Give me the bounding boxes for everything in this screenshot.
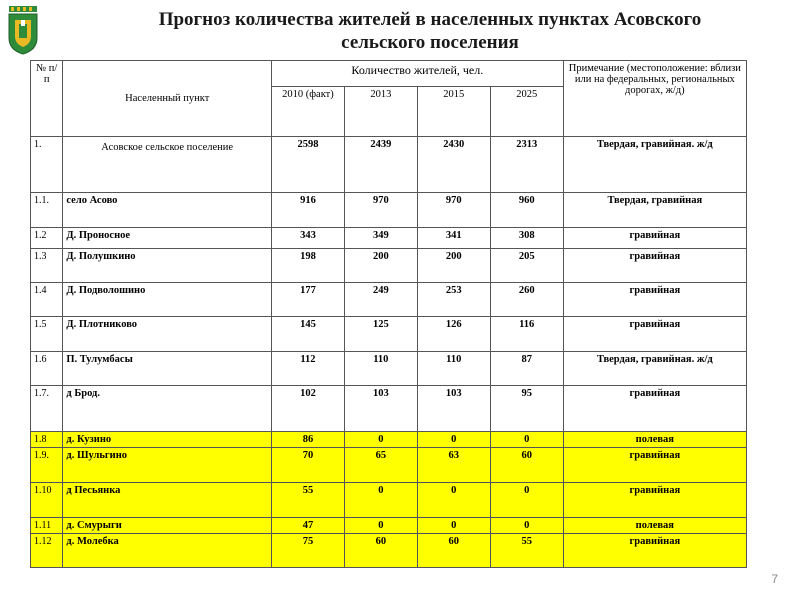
row-value-2025: 205 bbox=[490, 249, 563, 283]
page-title bbox=[60, 8, 800, 54]
page-title-line2: сельского поселения bbox=[341, 32, 519, 53]
row-value-2025: 116 bbox=[490, 317, 563, 352]
row-value-2013: 249 bbox=[344, 283, 417, 317]
table-row bbox=[31, 518, 747, 534]
row-value-2015: 0 bbox=[417, 432, 490, 448]
row-value-2015: 0 bbox=[417, 483, 490, 518]
row-value-2025: 87 bbox=[490, 352, 563, 386]
table-row bbox=[31, 448, 747, 483]
row-note: Твердая, гравийная. ж/д bbox=[563, 352, 746, 386]
coat-of-arms-icon bbox=[6, 4, 40, 56]
row-settlement: д. Кузино bbox=[63, 432, 272, 448]
row-value-2010: 86 bbox=[272, 432, 345, 448]
header-population: Количество жителей, чел. bbox=[272, 61, 564, 87]
row-value-2013: 110 bbox=[344, 352, 417, 386]
header-settlement: Населенный пункт bbox=[63, 61, 272, 137]
table-row bbox=[31, 228, 747, 249]
row-num: 1.5 bbox=[31, 317, 63, 352]
table-row bbox=[31, 352, 747, 386]
row-value-2013: 349 bbox=[344, 228, 417, 249]
table-row bbox=[31, 283, 747, 317]
row-num: 1.3 bbox=[31, 249, 63, 283]
row-num: 1.7. bbox=[31, 386, 63, 432]
row-value-2015: 63 bbox=[417, 448, 490, 483]
table-row bbox=[31, 534, 747, 568]
row-num: 1.10 bbox=[31, 483, 63, 518]
row-settlement: Д. Подволошино bbox=[63, 283, 272, 317]
row-settlement: Асовское сельское поселение bbox=[63, 137, 272, 193]
row-value-2015: 0 bbox=[417, 518, 490, 534]
row-settlement: д. Смуpыги bbox=[63, 518, 272, 534]
row-note: гравийная bbox=[563, 448, 746, 483]
row-value-2025: 60 bbox=[490, 448, 563, 483]
row-value-2013: 0 bbox=[344, 432, 417, 448]
row-value-2013: 125 bbox=[344, 317, 417, 352]
row-value-2015: 2430 bbox=[417, 137, 490, 193]
row-settlement: село Асово bbox=[63, 193, 272, 228]
row-num: 1.4 bbox=[31, 283, 63, 317]
row-value-2025: 308 bbox=[490, 228, 563, 249]
table-row bbox=[31, 483, 747, 518]
row-value-2010: 75 bbox=[272, 534, 345, 568]
header-year-2013: 2013 bbox=[344, 87, 417, 137]
row-note: гравийная bbox=[563, 283, 746, 317]
row-value-2025: 0 bbox=[490, 432, 563, 448]
row-note: Твердая, гравийная bbox=[563, 193, 746, 228]
row-note: полевая bbox=[563, 518, 746, 534]
table-row bbox=[31, 386, 747, 432]
row-note: гравийная bbox=[563, 534, 746, 568]
row-note: полевая bbox=[563, 432, 746, 448]
row-value-2025: 0 bbox=[490, 483, 563, 518]
row-num: 1.9. bbox=[31, 448, 63, 483]
row-settlement: д. Молебка bbox=[63, 534, 272, 568]
row-value-2010: 70 bbox=[272, 448, 345, 483]
row-value-2010: 112 bbox=[272, 352, 345, 386]
row-settlement: д Песьянка bbox=[63, 483, 272, 518]
row-value-2025: 55 bbox=[490, 534, 563, 568]
row-num: 1. bbox=[31, 137, 63, 193]
row-num: 1.1. bbox=[31, 193, 63, 228]
row-value-2015: 200 bbox=[417, 249, 490, 283]
row-value-2010: 55 bbox=[272, 483, 345, 518]
page-title-line1: Прогноз количества жителей в населенных пунктах Асовского bbox=[158, 9, 702, 30]
row-value-2015: 253 bbox=[417, 283, 490, 317]
row-value-2013: 2439 bbox=[344, 137, 417, 193]
row-settlement: Д. Полушкино bbox=[63, 249, 272, 283]
table-row bbox=[31, 137, 747, 193]
row-value-2015: 60 bbox=[417, 534, 490, 568]
row-settlement: Д. Плотниково bbox=[63, 317, 272, 352]
row-num: 1.8 bbox=[31, 432, 63, 448]
page-number: 7 bbox=[771, 572, 778, 586]
header-year-2025: 2025 bbox=[490, 87, 563, 137]
row-value-2013: 65 bbox=[344, 448, 417, 483]
header-num: № п/п bbox=[31, 61, 63, 137]
header-year-2015: 2015 bbox=[417, 87, 490, 137]
row-value-2010: 916 bbox=[272, 193, 345, 228]
row-value-2010: 102 bbox=[272, 386, 345, 432]
row-num: 1.2 bbox=[31, 228, 63, 249]
row-value-2015: 103 bbox=[417, 386, 490, 432]
table-row bbox=[31, 317, 747, 352]
row-note: Твердая, гравийная. ж/д bbox=[563, 137, 746, 193]
table-row bbox=[31, 193, 747, 228]
row-note: гравийная bbox=[563, 386, 746, 432]
row-value-2013: 970 bbox=[344, 193, 417, 228]
row-value-2013: 0 bbox=[344, 518, 417, 534]
population-table bbox=[30, 60, 747, 568]
row-value-2013: 200 bbox=[344, 249, 417, 283]
header-note: Примечание (местоположение: вблизи или на федеральных, региональных дорогах, ж/д) bbox=[563, 61, 746, 137]
row-value-2010: 2598 bbox=[272, 137, 345, 193]
row-value-2025: 95 bbox=[490, 386, 563, 432]
row-value-2010: 343 bbox=[272, 228, 345, 249]
row-value-2015: 970 bbox=[417, 193, 490, 228]
row-value-2015: 126 bbox=[417, 317, 490, 352]
row-value-2025: 260 bbox=[490, 283, 563, 317]
row-value-2010: 177 bbox=[272, 283, 345, 317]
row-settlement: д Брод. bbox=[63, 386, 272, 432]
row-settlement: Д. Проносное bbox=[63, 228, 272, 249]
row-note: гравийная bbox=[563, 249, 746, 283]
header-year-2010: 2010 (факт) bbox=[272, 87, 345, 137]
row-value-2013: 60 bbox=[344, 534, 417, 568]
row-note: гравийная bbox=[563, 317, 746, 352]
row-num: 1.12 bbox=[31, 534, 63, 568]
table-row bbox=[31, 249, 747, 283]
row-value-2013: 103 bbox=[344, 386, 417, 432]
row-num: 1.6 bbox=[31, 352, 63, 386]
row-value-2025: 0 bbox=[490, 518, 563, 534]
row-settlement: д. Шульгино bbox=[63, 448, 272, 483]
row-value-2010: 198 bbox=[272, 249, 345, 283]
row-note: гравийная bbox=[563, 483, 746, 518]
row-value-2025: 2313 bbox=[490, 137, 563, 193]
row-value-2025: 960 bbox=[490, 193, 563, 228]
row-settlement: П. Тулумбасы bbox=[63, 352, 272, 386]
row-value-2010: 145 bbox=[272, 317, 345, 352]
row-value-2013: 0 bbox=[344, 483, 417, 518]
table-row bbox=[31, 432, 747, 448]
row-value-2015: 110 bbox=[417, 352, 490, 386]
row-note: гравийная bbox=[563, 228, 746, 249]
row-value-2010: 47 bbox=[272, 518, 345, 534]
row-num: 1.11 bbox=[31, 518, 63, 534]
row-value-2015: 341 bbox=[417, 228, 490, 249]
